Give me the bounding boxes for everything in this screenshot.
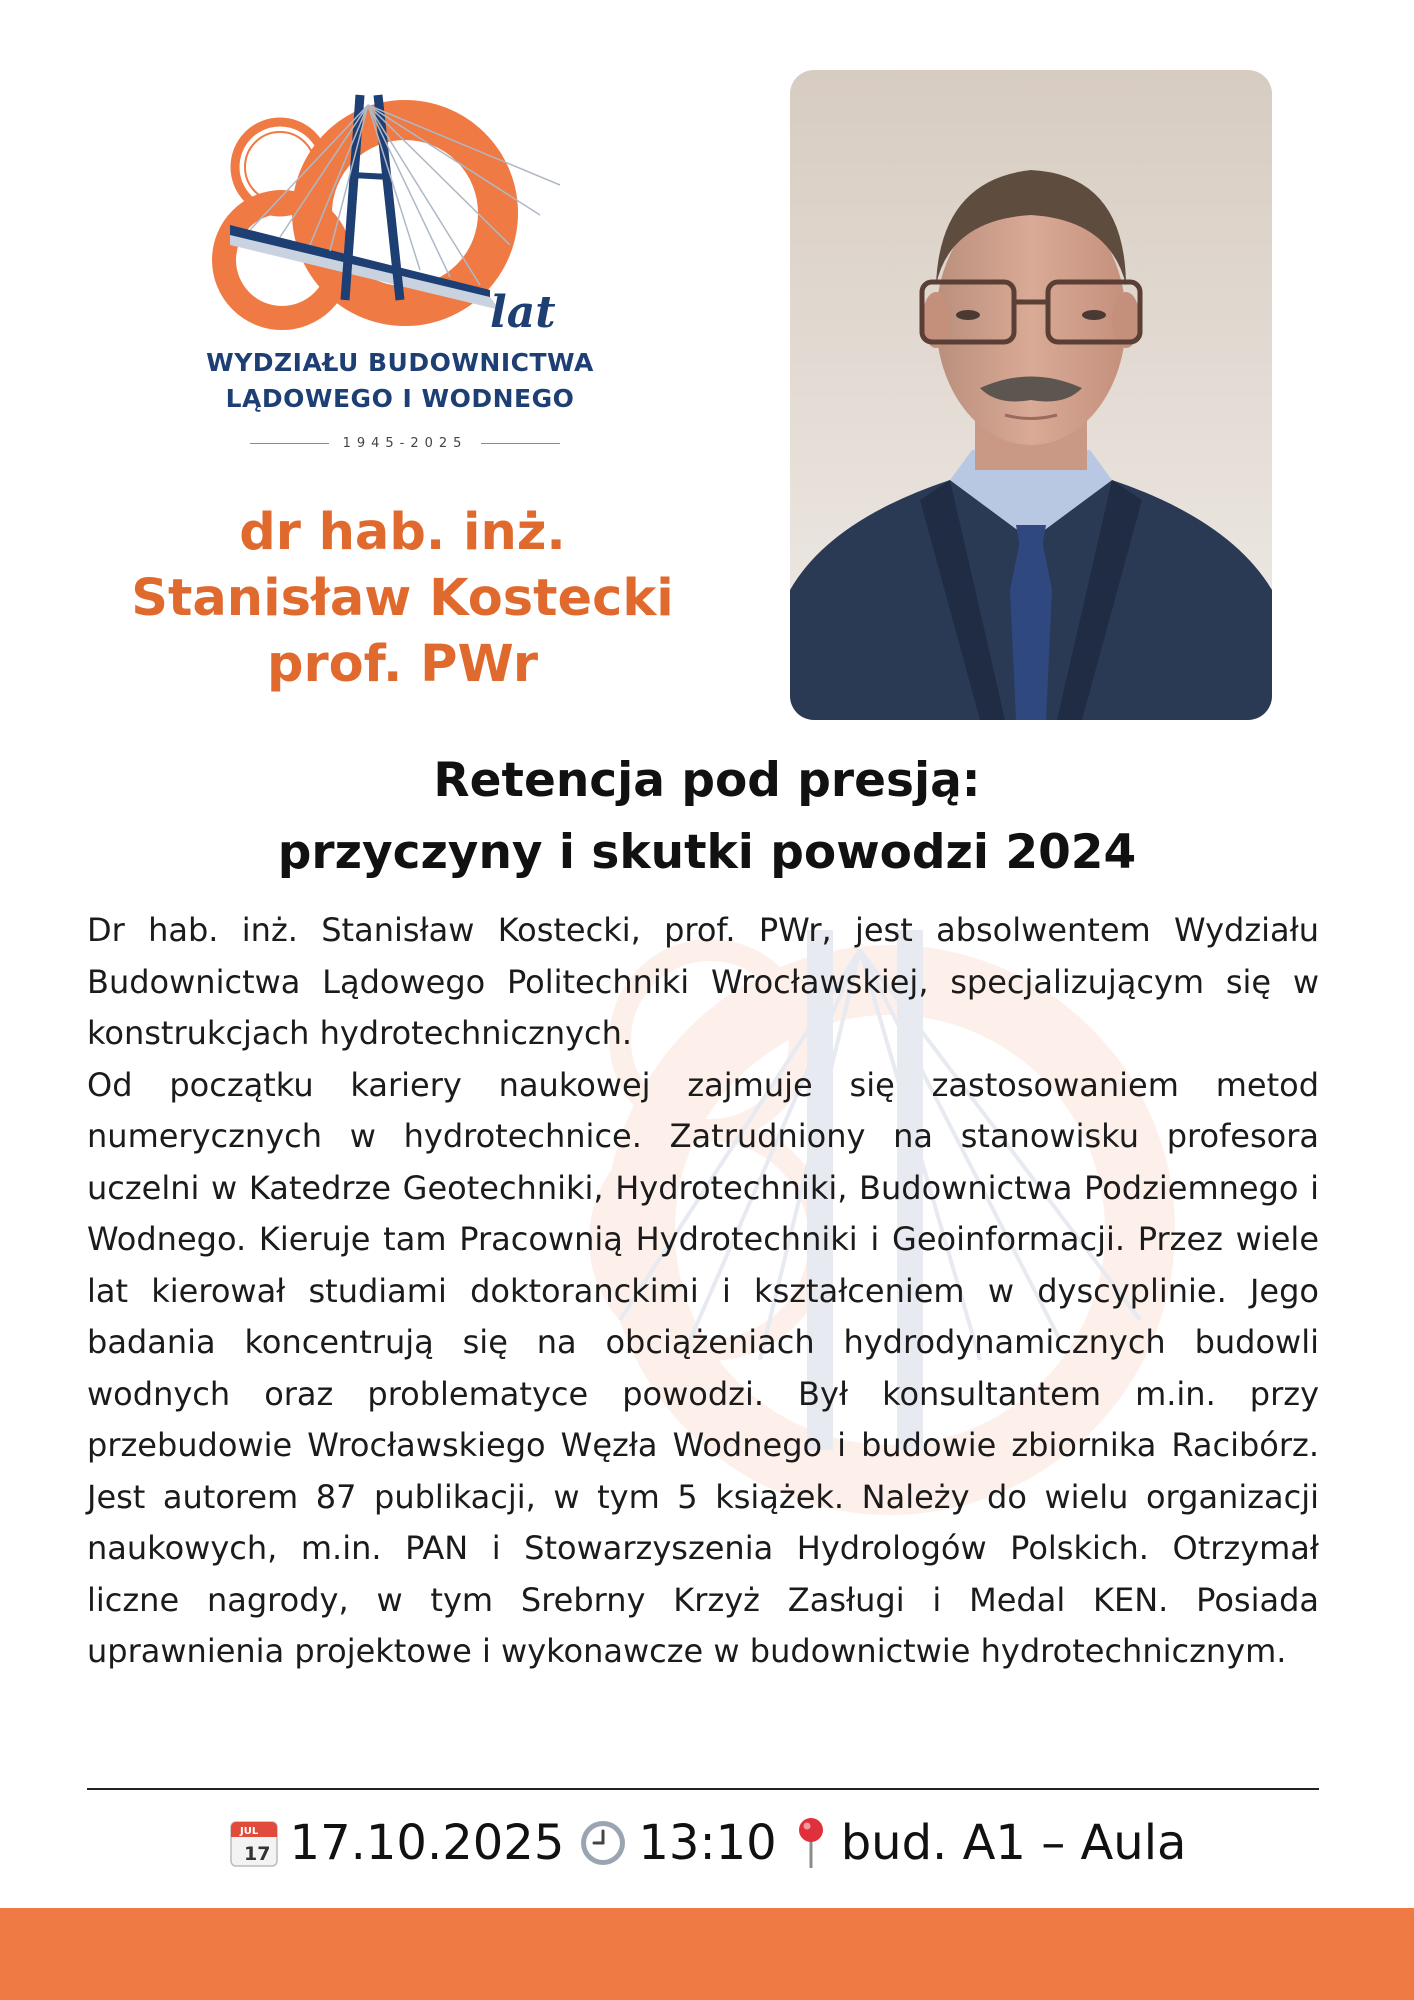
- calendar-month: JUL: [239, 1826, 258, 1837]
- footer-bar: [0, 1908, 1414, 2000]
- faculty-name-line-2: LĄDOWEGO I WODNEGO: [225, 384, 575, 413]
- talk-title: [0, 745, 1414, 889]
- event-date-text: 17.10.2025: [289, 1815, 565, 1871]
- years-rule-right: [481, 443, 560, 444]
- pin-icon: [791, 1816, 831, 1870]
- event-date: [228, 1815, 565, 1871]
- event-info: [0, 1815, 1414, 1871]
- event-location-text: bud. A1 – Aula: [840, 1815, 1187, 1871]
- faculty-name: [150, 345, 650, 417]
- years-label: 1945-2025: [342, 435, 468, 451]
- speaker-photo: [790, 70, 1272, 720]
- clock-icon: [578, 1818, 628, 1868]
- logo-graphic: [190, 85, 620, 335]
- faculty-name-line-1: WYDZIAŁU BUDOWNICTWA: [206, 348, 594, 377]
- svg-text:lat: lat: [490, 287, 556, 335]
- bio-paragraph-1: Dr hab. inż. Stanisław Kostecki, prof. PWr, jest absolwentem Wydziału Budownictwa Lądowego Politechniki Wrocławskiej, specjalizującym się w konstrukcjach hydrotechnicznych.: [87, 911, 1319, 1052]
- talk-title-line-1: Retencja pod presją:: [433, 753, 981, 808]
- speaker-biography: [87, 905, 1319, 1678]
- divider: [87, 1788, 1319, 1790]
- event-time-text: 13:10: [638, 1815, 777, 1871]
- calendar-icon: [228, 1817, 280, 1869]
- calendar-day: 17: [243, 1843, 270, 1865]
- event-location: [791, 1815, 1187, 1871]
- speaker-name: [110, 500, 695, 698]
- talk-title-line-2: przyczyny i skutki powodzi 2024: [277, 825, 1137, 880]
- speaker-title: dr hab. inż.: [239, 503, 566, 562]
- bio-paragraph-2: Od początku kariery naukowej zajmuje się zastosowaniem metod numerycznych w hydrotechnice. Zatrudniony na stanowisku profesora uczelni w Katedrze Geotechniki, Hydrotechniki, Budownictwa Podziemnego i Wodnego. Kieruje tam Pracownią Hydrotechniki i Geoinformacji. Przez wiele lat kierował studiami doktoranckimi i kształceniem w dyscyplinie. Jego badania koncentrują się na obciążeniach hydrodynamicznych budowli wodnych oraz problematyce powodzi. Był konsultantem m.in. przy przebudowie Wrocławskiego Węzła Wodnego i budowie zbiornika Racibórz. Jest autorem 87 publikacji, w tym 5 książek. Należy do wielu organizacji naukowych, m.in. PAN i Stowarzyszenia Hydrologów Polskich. Otrzymał liczne nagrody, w tym Srebrny Krzyż Zasługi i Medal KEN. Posiada uprawnienia projektowe i wykonawcze w budownictwie hydrotechnicznym.: [87, 1065, 1319, 1670]
- years-rule-left: [250, 443, 329, 444]
- speaker-full-name: Stanisław Kostecki: [131, 569, 674, 628]
- speaker-position: prof. PWr: [266, 635, 539, 694]
- anniversary-years: [250, 433, 560, 453]
- event-time: [578, 1815, 776, 1871]
